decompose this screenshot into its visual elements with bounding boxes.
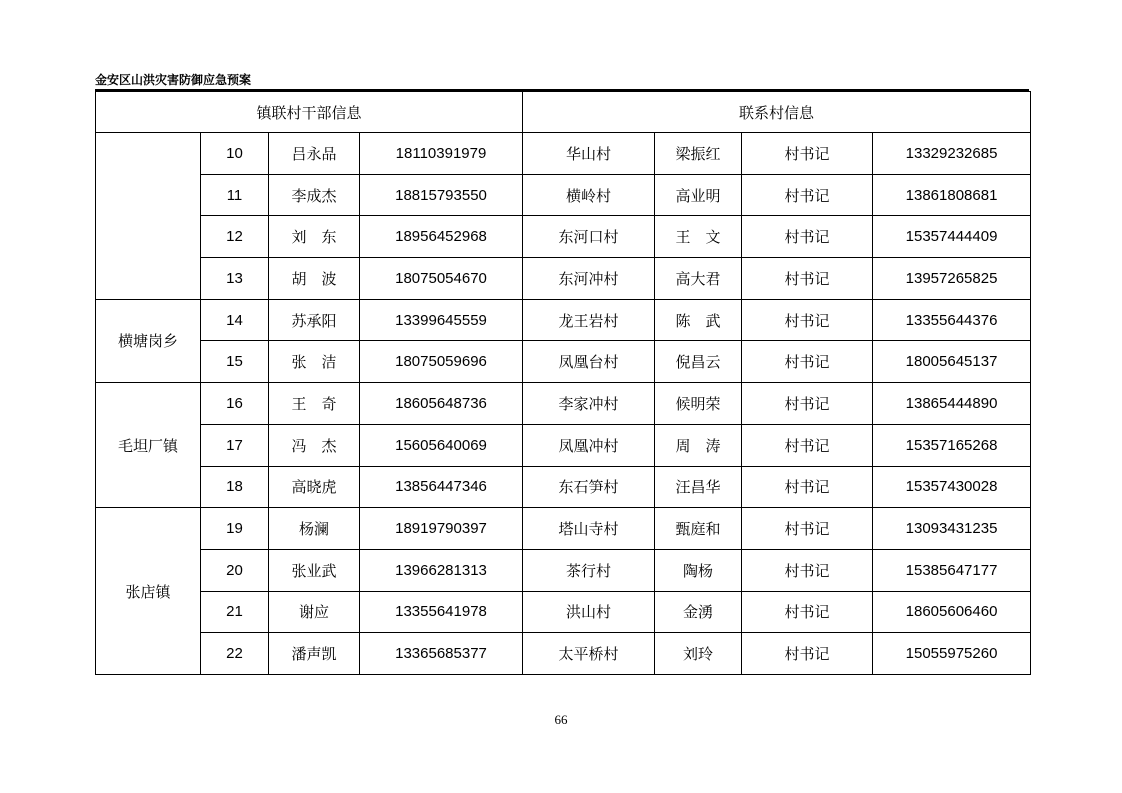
contact-title: 村书记: [742, 299, 873, 341]
contact-phone: 13355644376: [873, 299, 1031, 341]
row-number: 17: [201, 424, 269, 466]
contact-title: 村书记: [742, 341, 873, 383]
contact-phone: 13329232685: [873, 133, 1031, 175]
contact-title: 村书记: [742, 258, 873, 300]
village-name: 华山村: [523, 133, 655, 175]
contact-name: 王 文: [655, 216, 742, 258]
contact-title: 村书记: [742, 633, 873, 675]
row-number: 22: [201, 633, 269, 675]
cadre-name: 张业武: [269, 549, 360, 591]
contact-phone: 15357165268: [873, 424, 1031, 466]
town-cell: 横塘岗乡: [96, 299, 201, 382]
cadre-name: 吕永品: [269, 133, 360, 175]
cadre-phone: 18815793550: [360, 174, 523, 216]
cadre-name: 潘声凯: [269, 633, 360, 675]
row-number: 11: [201, 174, 269, 216]
table-row: [96, 424, 1031, 466]
contact-title: 村书记: [742, 424, 873, 466]
table-row: [96, 591, 1031, 633]
table-row: [96, 174, 1031, 216]
row-number: 19: [201, 508, 269, 550]
group-header-cadre-info: 镇联村干部信息: [96, 92, 523, 133]
contact-phone: 15357444409: [873, 216, 1031, 258]
contacts-table: [95, 91, 1031, 675]
village-name: 凤凰台村: [523, 341, 655, 383]
page-number: 66: [554, 712, 568, 727]
contact-name: 陶杨: [655, 549, 742, 591]
cadre-phone: 18075054670: [360, 258, 523, 300]
village-name: 茶行村: [523, 549, 655, 591]
village-name: 塔山寺村: [523, 508, 655, 550]
cadre-phone: 18919790397: [360, 508, 523, 550]
row-number: 18: [201, 466, 269, 508]
cadre-phone: 15605640069: [360, 424, 523, 466]
contact-name: 候明荣: [655, 383, 742, 425]
contact-title: 村书记: [742, 508, 873, 550]
contact-title: 村书记: [742, 383, 873, 425]
table-row: [96, 258, 1031, 300]
document-header: 金安区山洪灾害防御应急预案: [95, 73, 252, 87]
village-name: 太平桥村: [523, 633, 655, 675]
row-number: 16: [201, 383, 269, 425]
contact-title: 村书记: [742, 591, 873, 633]
table-row: [96, 549, 1031, 591]
table-row: [96, 341, 1031, 383]
table-row: [96, 216, 1031, 258]
contact-title: 村书记: [742, 174, 873, 216]
village-name: 东石笋村: [523, 466, 655, 508]
cadre-name: 杨澜: [269, 508, 360, 550]
contact-phone: 13865444890: [873, 383, 1031, 425]
contact-name: 高业明: [655, 174, 742, 216]
cadre-name: 李成杰: [269, 174, 360, 216]
village-name: 东河口村: [523, 216, 655, 258]
cadre-name: 张 洁: [269, 341, 360, 383]
cadre-phone: 13399645559: [360, 299, 523, 341]
contact-name: 周 涛: [655, 424, 742, 466]
town-cell: 张店镇: [96, 508, 201, 675]
contact-title: 村书记: [742, 466, 873, 508]
cadre-phone: 18956452968: [360, 216, 523, 258]
contact-phone: 13093431235: [873, 508, 1031, 550]
contact-title: 村书记: [742, 216, 873, 258]
cadre-name: 高晓虎: [269, 466, 360, 508]
cadre-name: 冯 杰: [269, 424, 360, 466]
table-row: [96, 133, 1031, 175]
group-header-village-info: 联系村信息: [523, 92, 1031, 133]
contact-name: 高大君: [655, 258, 742, 300]
table-row: [96, 466, 1031, 508]
cadre-name: 谢应: [269, 591, 360, 633]
cadre-name: 刘 东: [269, 216, 360, 258]
row-number: 20: [201, 549, 269, 591]
contact-name: 梁振红: [655, 133, 742, 175]
cadre-name: 王 奇: [269, 383, 360, 425]
contact-title: 村书记: [742, 549, 873, 591]
table-header-row: [96, 92, 1031, 133]
cadre-phone: 18110391979: [360, 133, 523, 175]
cadre-phone: 18605648736: [360, 383, 523, 425]
row-number: 10: [201, 133, 269, 175]
village-name: 横岭村: [523, 174, 655, 216]
village-name: 龙王岩村: [523, 299, 655, 341]
contact-phone: 18005645137: [873, 341, 1031, 383]
row-number: 12: [201, 216, 269, 258]
contact-phone: 15357430028: [873, 466, 1031, 508]
table-row: [96, 633, 1031, 675]
row-number: 14: [201, 299, 269, 341]
cadre-name: 胡 波: [269, 258, 360, 300]
table-row: [96, 508, 1031, 550]
contact-name: 金湧: [655, 591, 742, 633]
contact-name: 陈 武: [655, 299, 742, 341]
village-name: 凤凰冲村: [523, 424, 655, 466]
row-number: 21: [201, 591, 269, 633]
cadre-phone: 18075059696: [360, 341, 523, 383]
contact-name: 甄庭和: [655, 508, 742, 550]
table-row: [96, 299, 1031, 341]
contact-name: 汪昌华: [655, 466, 742, 508]
village-name: 洪山村: [523, 591, 655, 633]
contact-phone: 13861808681: [873, 174, 1031, 216]
contact-name: 刘玲: [655, 633, 742, 675]
contact-phone: 15385647177: [873, 549, 1031, 591]
contact-phone: 18605606460: [873, 591, 1031, 633]
cadre-phone: 13365685377: [360, 633, 523, 675]
town-cell: [96, 133, 201, 300]
contact-phone: 15055975260: [873, 633, 1031, 675]
village-name: 东河冲村: [523, 258, 655, 300]
town-cell: 毛坦厂镇: [96, 383, 201, 508]
contact-phone: 13957265825: [873, 258, 1031, 300]
row-number: 15: [201, 341, 269, 383]
contact-name: 倪昌云: [655, 341, 742, 383]
contact-title: 村书记: [742, 133, 873, 175]
cadre-phone: 13355641978: [360, 591, 523, 633]
village-name: 李家冲村: [523, 383, 655, 425]
row-number: 13: [201, 258, 269, 300]
cadre-phone: 13966281313: [360, 549, 523, 591]
cadre-name: 苏承阳: [269, 299, 360, 341]
table-row: [96, 383, 1031, 425]
cadre-phone: 13856447346: [360, 466, 523, 508]
